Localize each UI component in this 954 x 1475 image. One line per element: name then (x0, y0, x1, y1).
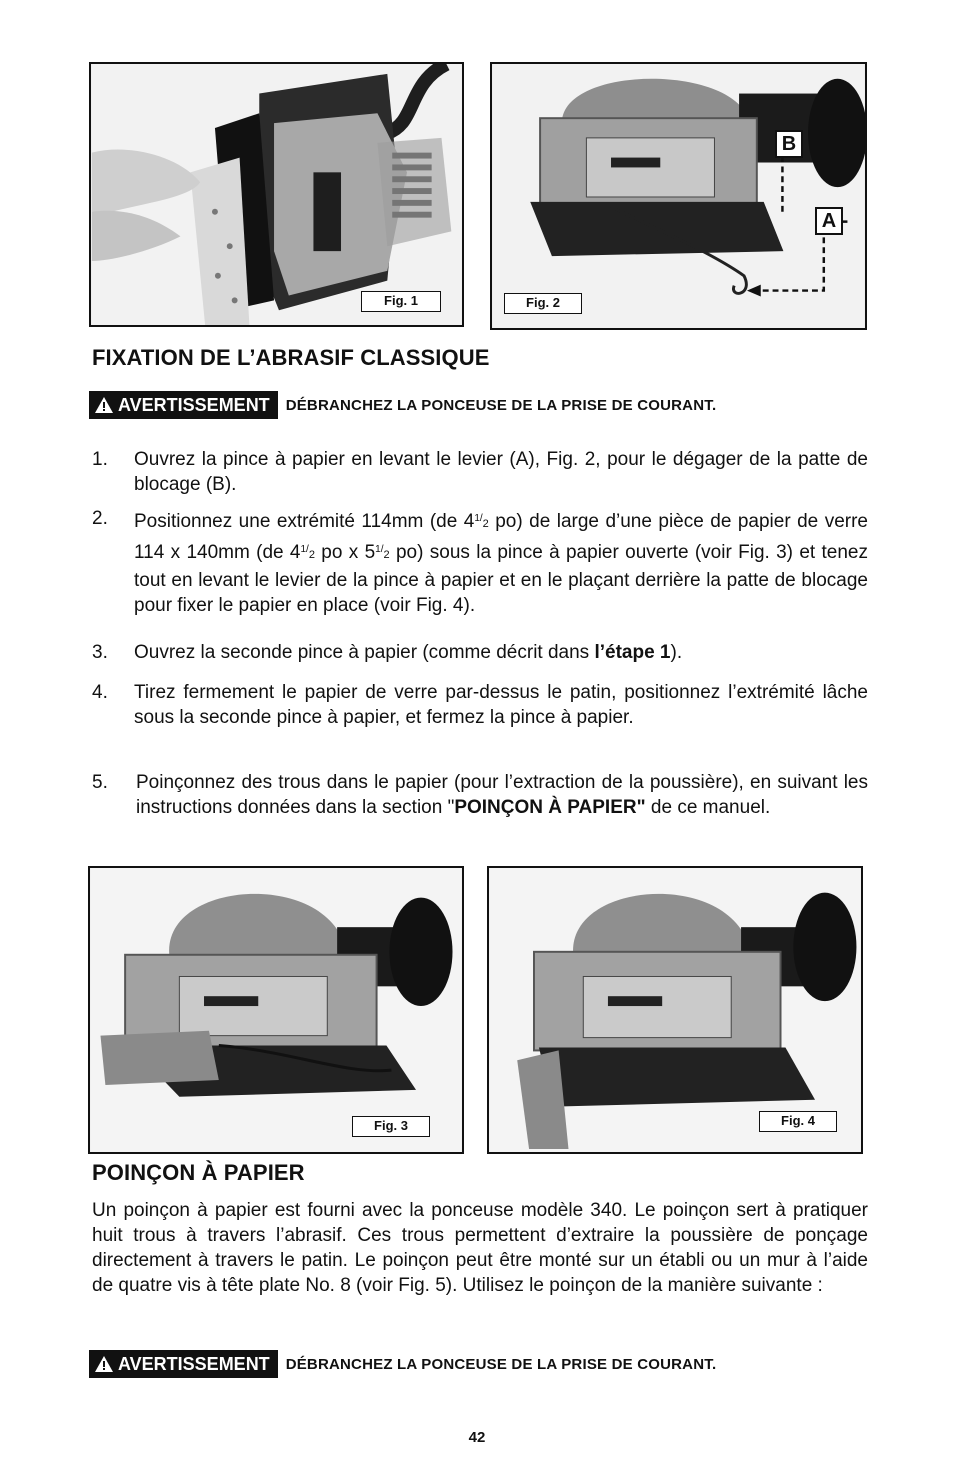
step-text: Ouvrez la seconde pince à papier (comme décrit dans l’étape 1). (134, 642, 683, 663)
step-3 (92, 640, 868, 665)
section-title-poincon: POINÇON À PAPIER (92, 1160, 305, 1185)
warning-row-2 (89, 1350, 716, 1378)
figure-4-illustration (489, 868, 861, 1152)
figure-4-label: Fig. 4 (759, 1111, 837, 1132)
step-text: Poinçonnez des trous dans le papier (pour l’extraction de la poussière), en suivant les instructions données dans la section "POINÇON À PAPIER" de ce manuel. (136, 772, 868, 818)
step-5 (92, 770, 868, 820)
callout-b: B (775, 130, 803, 158)
step-text: Positionnez une extrémité 114mm (de $4^{1/}2$ po) de large d’une pièce de papier de verre 114 x 140mm (de $4^{1/}2$ po x $5^{1/}2$ po) sous la pince à papier ouverte (voir Fig. 3) et tenez tout en levant le levier de la pince à papier et en le plaçant derrière la patte de blocage pour fixer le papier en place (voir Fig. 4). (134, 511, 868, 616)
warning-badge-label: AVERTISSEMENT (118, 1354, 270, 1374)
warning-text: DÉBRANCHEZ LA PONCEUSE DE LA PRISE DE COURANT. (285, 396, 717, 414)
figure-1-label: Fig. 1 (361, 291, 441, 312)
warning-triangle-icon (95, 397, 113, 413)
warning-badge (89, 391, 278, 419)
warning-text: DÉBRANCHEZ LA PONCEUSE DE LA PRISE DE COURANT. (285, 1355, 717, 1373)
step-2 (92, 506, 868, 618)
poincon-paragraph: Un poinçon à papier est fourni avec la ponceuse modèle 340. Le poinçon sert à pratiquer huit trous à travers l’abrasif. Ces trous permettent d’extraire la poussière de ponçage directement à travers le patin. Le poinçon peut être monté sur un établi ou un mur à l’aide de quatre vis à tête plate No. 8 (voir Fig. 5). Utilisez le poinçon de la manière suivante : (92, 1200, 868, 1296)
warning-triangle-icon (95, 1356, 113, 1372)
step-number: 1. (92, 449, 108, 470)
figure-2 (490, 62, 867, 330)
warning-badge (89, 1350, 278, 1378)
figure-2-label: Fig. 2 (504, 293, 582, 314)
figure-1-illustration (91, 64, 462, 325)
figure-3-illustration (90, 868, 462, 1152)
step-4 (92, 680, 868, 730)
step-number: 2. (92, 508, 108, 529)
figure-3-label: Fig. 3 (352, 1116, 430, 1137)
step-text: Tirez fermement le papier de verre par-dessus le patin, positionnez l’extrémité lâche sous la seconde pince à papier, et fermez la pince à papier. (134, 682, 868, 728)
figure-4 (487, 866, 863, 1154)
page-number: 42 (468, 1429, 486, 1446)
warning-row-1 (89, 391, 716, 419)
figure-3 (88, 866, 464, 1154)
figure-1 (89, 62, 464, 327)
step-number: 4. (92, 682, 108, 703)
warning-badge-label: AVERTISSEMENT (118, 395, 270, 415)
step-number: 3. (92, 642, 108, 663)
step-text: Ouvrez la pince à papier en levant le levier (A), Fig. 2, pour le dégager de la patte de blocage (B). (134, 449, 868, 495)
figure-2-illustration (492, 64, 865, 328)
step-number: 5. (92, 772, 108, 793)
step-1 (92, 447, 868, 497)
callout-a: A (815, 207, 843, 235)
section-title-fixation: FIXATION DE L’ABRASIF CLASSIQUE (92, 345, 490, 370)
